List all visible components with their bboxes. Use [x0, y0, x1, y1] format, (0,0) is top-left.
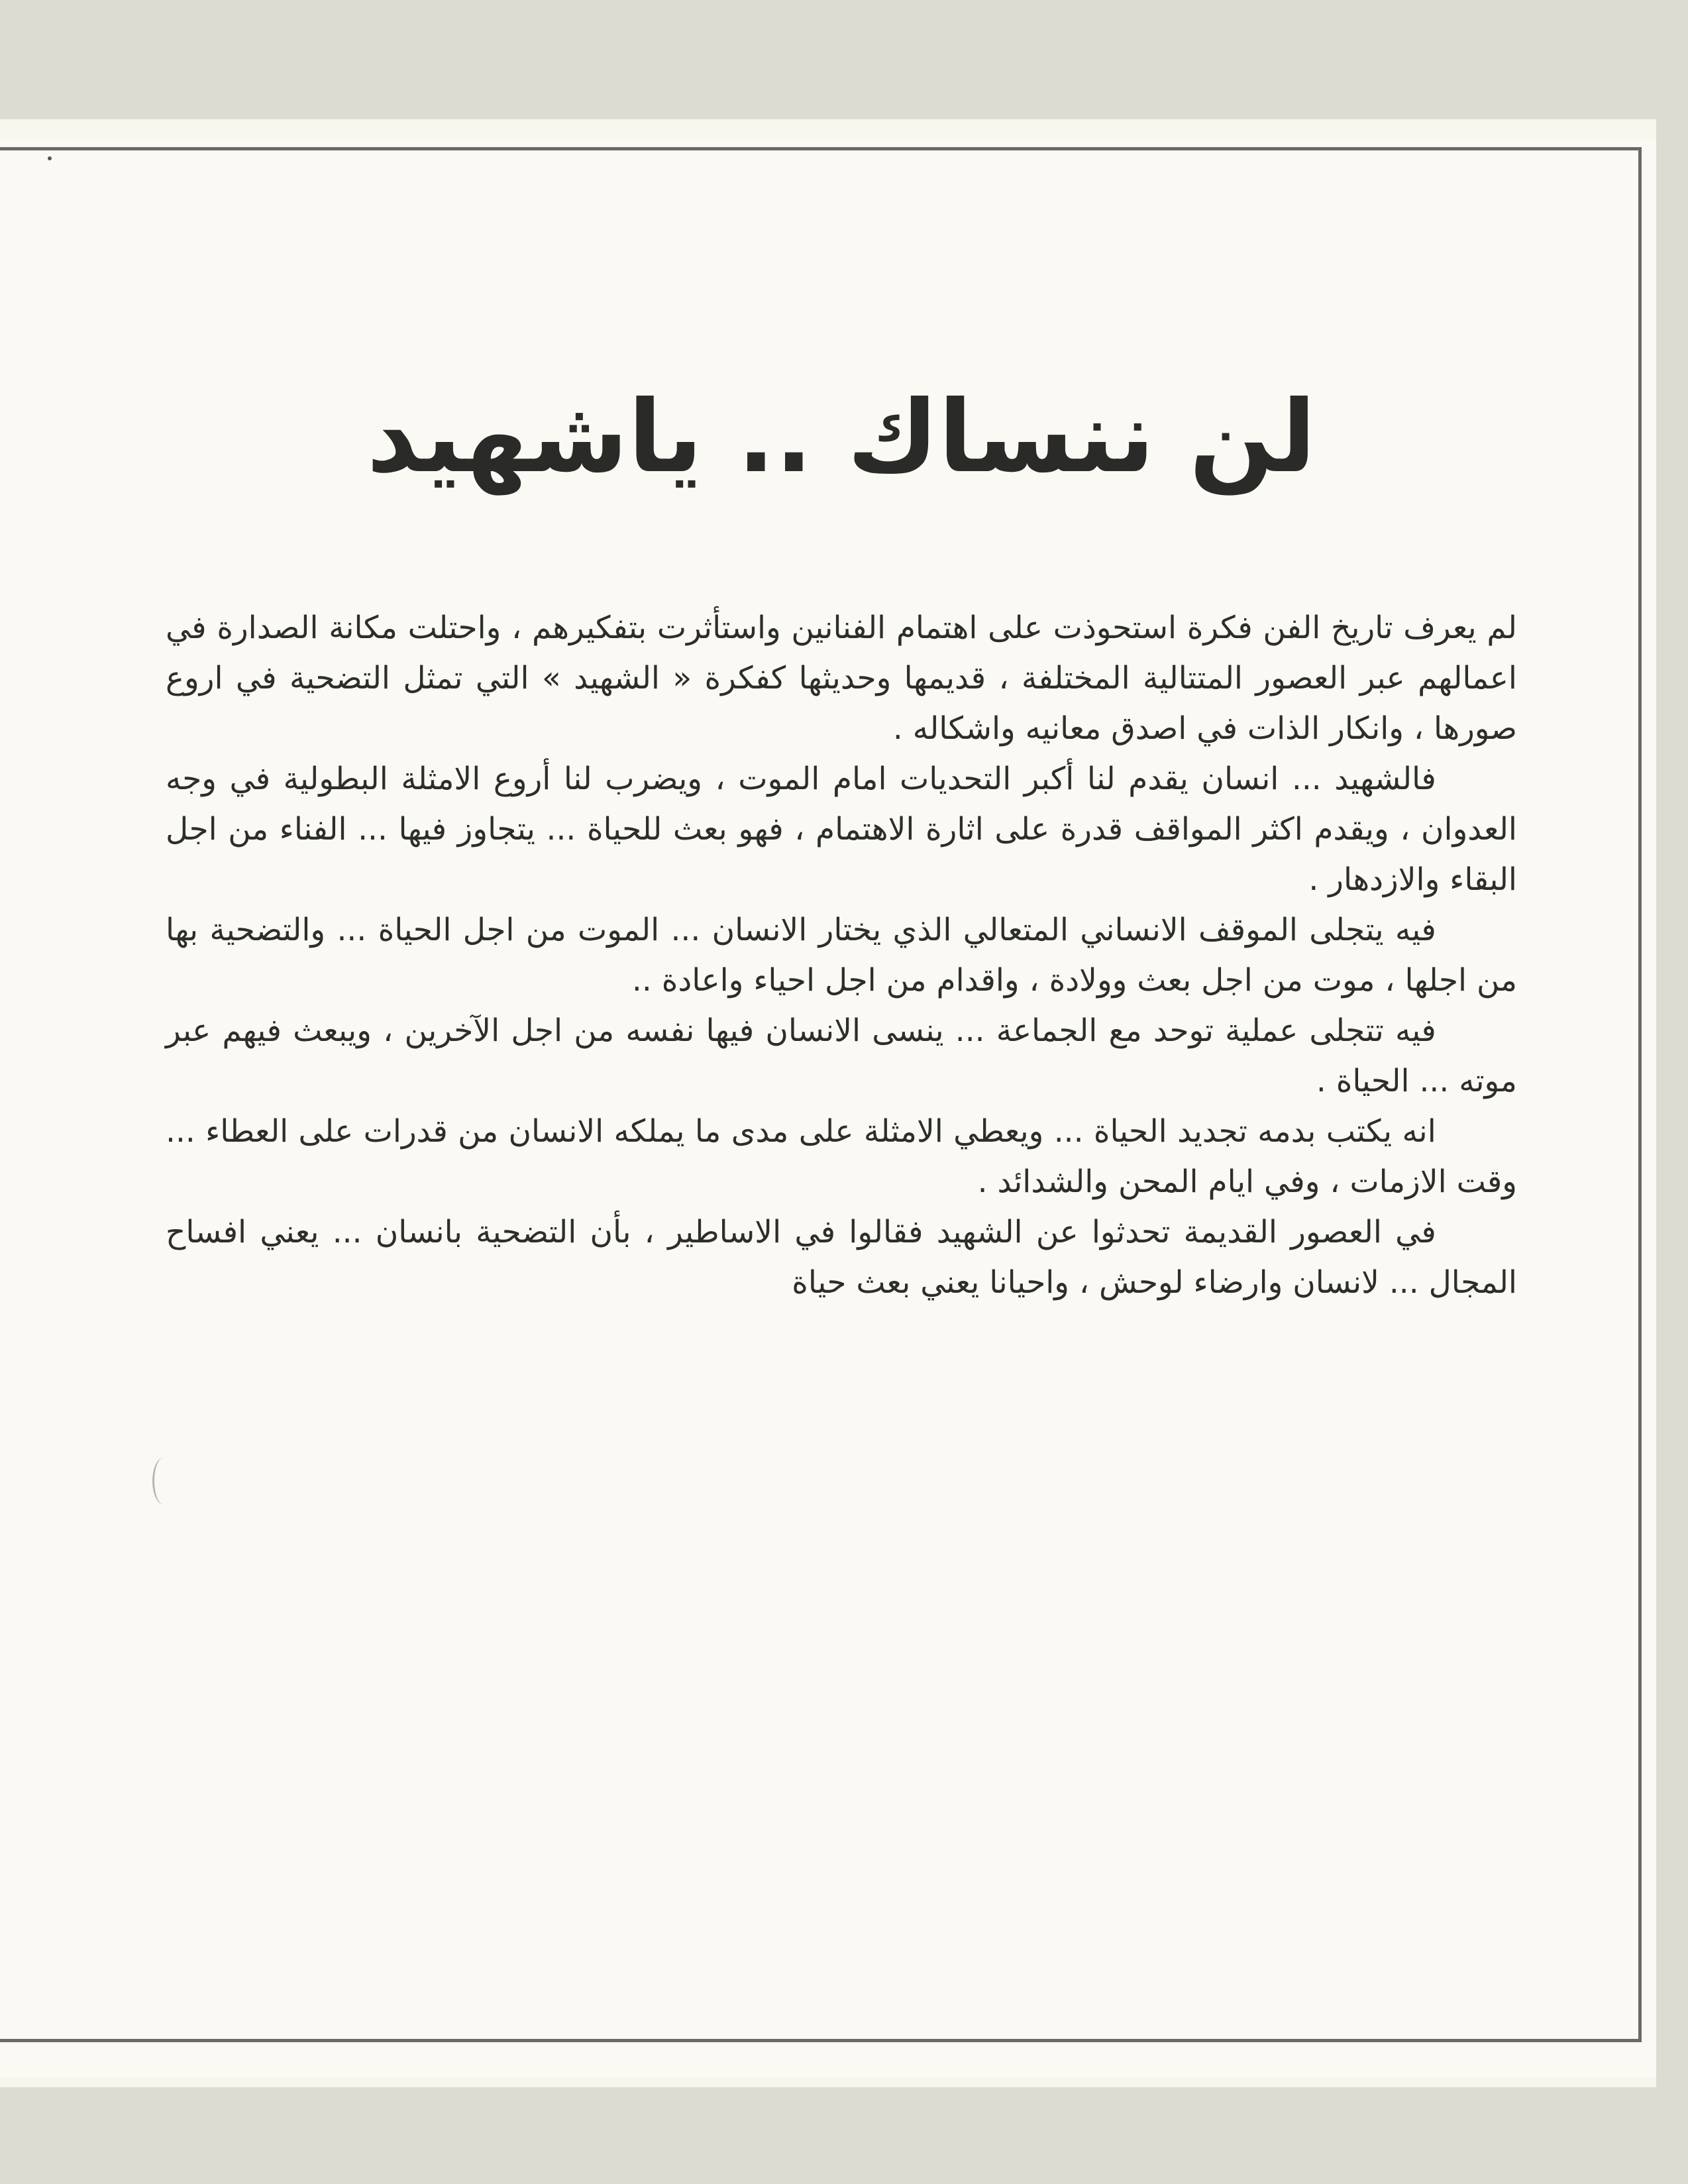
article-paragraph-3: فيه يتجلى الموقف الانساني المتعالي الذي يختار الانسان ... الموت من اجل الحياة ... والتضحية بها من اجلها ، موت من اجل بعث وولادة ، واقدام من اجل احياء واعادة .. [166, 912, 1517, 999]
margin-pencil-mark [152, 1458, 174, 1504]
article-paragraph-5: انه يكتب بدمه تجديد الحياة ... ويعطي الامثلة على مدى ما يملكه الانسان من قدرات على العطاء ... وقت الازمات ، وفي ايام المحن والشدائد . [166, 1113, 1517, 1200]
article-title: لن ننساك .. ياشهيد [366, 380, 1316, 495]
article [166, 371, 1517, 1308]
article-paragraph-4: فيه تتجلى عملية توحد مع الجماعة ... ينسى الانسان فيها نفسه من اجل الآخرين ، ويبعث فيهم عبر موته ... الحياة . [166, 1012, 1517, 1099]
article-paragraph-1: لم يعرف تاريخ الفن فكرة استحوذت على اهتمام الفنانين واستأثرت بتفكيرهم ، واحتلت مكانة الصدارة في اعمالهم عبر العصور المتتالية المختلفة ، قديمها وحديثها كفكرة « الشهيد » التي تمثل التضحية في اروع صورها ، وانكار الذات في اصدق معانيه واشكاله . [166, 610, 1517, 747]
scan-background-right [1656, 0, 1688, 2184]
article-paragraph-6: في العصور القديمة تحدثوا عن الشهيد فقالوا في الاساطير ، بأن التضحية بانسان ... يعني افساح المجال ... لانسان وارضاء لوحش ، واحيانا يعني بعث حياة [166, 1214, 1517, 1301]
scan-background-bottom [0, 2087, 1688, 2184]
article-paragraph-2: فالشهيد ... انسان يقدم لنا أكبر التحديات امام الموت ، ويضرب لنا أروع الامثلة البطولية في وجه العدوان ، ويقدم اكثر المواقف قدرة على اثارة الاهتمام ، فهو بعث للحياة ... يتجاوز فيها ... الفناء من اجل البقاء والازدهار . [166, 761, 1517, 898]
scan-background-top [0, 0, 1688, 119]
scan-speck [48, 156, 52, 160]
